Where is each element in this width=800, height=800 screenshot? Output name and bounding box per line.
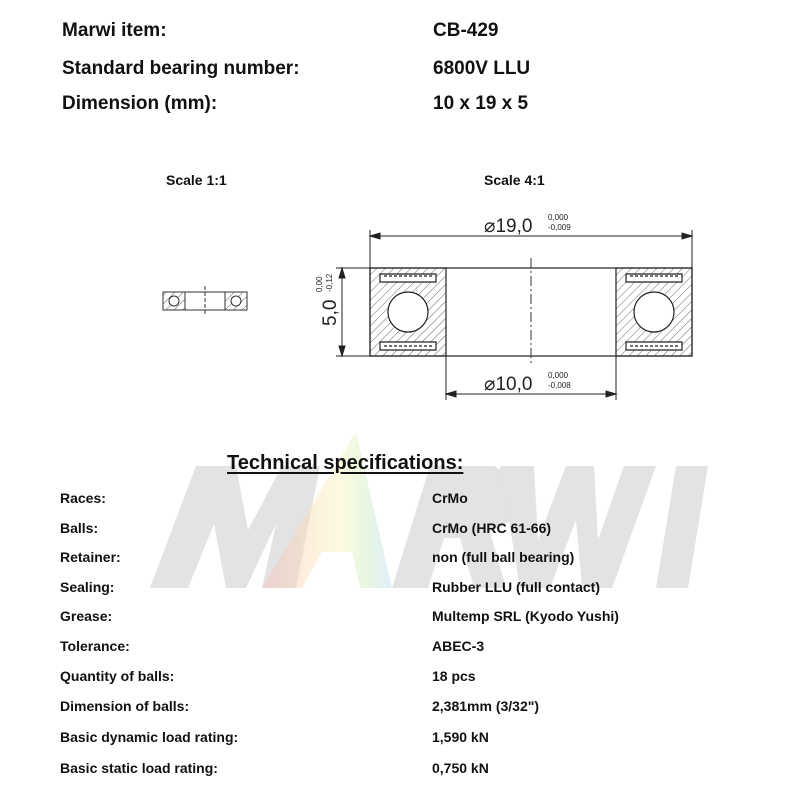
- spec-value-ball-dimension: 2,381mm (3/32"): [432, 698, 540, 714]
- spec-value-sealing: Rubber LLU (full contact): [432, 579, 600, 595]
- spec-label-sealing: Sealing:: [60, 579, 115, 595]
- scale-label-large: Scale 4:1: [484, 172, 545, 188]
- width-tol-lower: -0,12: [325, 273, 334, 292]
- specs-title: Technical specifications:: [227, 452, 464, 474]
- spec-value-grease: Multemp SRL (Kyodo Yushi): [432, 608, 619, 624]
- header-label-item: Marwi item:: [62, 20, 167, 41]
- spec-value-static-load: 0,750 kN: [432, 760, 489, 776]
- spec-value-balls: CrMo (HRC 61-66): [432, 520, 552, 536]
- inner-tol-lower: -0,008: [548, 381, 571, 390]
- scale-label-small: Scale 1:1: [166, 172, 227, 188]
- spec-value-dynamic-load: 1,590 kN: [432, 729, 489, 745]
- spec-label-tolerance: Tolerance:: [60, 638, 130, 654]
- spec-label-quantity: Quantity of balls:: [60, 668, 175, 684]
- spec-value-tolerance: ABEC-3: [432, 638, 485, 654]
- spec-label-ball-dimension: Dimension of balls:: [60, 698, 190, 714]
- spec-value-races: CrMo: [432, 490, 468, 506]
- inner-tol-upper: 0,000: [548, 371, 569, 380]
- bearing-large-section: [370, 258, 692, 366]
- spec-label-races: Races:: [60, 490, 106, 506]
- header-value-dimension: 10 x 19 x 5: [433, 93, 529, 114]
- outer-diameter-value: ⌀19,0: [484, 216, 533, 237]
- header-value-item: CB-429: [433, 20, 499, 41]
- inner-diameter-value: ⌀10,0: [484, 374, 533, 395]
- width-value: 5,0: [320, 299, 341, 326]
- header-value-bearing: 6800V LLU: [433, 58, 531, 79]
- header-label-bearing: Standard bearing number:: [62, 58, 300, 79]
- width-tol-upper: 0,00: [315, 276, 324, 292]
- spec-label-dynamic-load: Basic dynamic load rating:: [60, 729, 239, 745]
- spec-value-quantity: 18 pcs: [432, 668, 476, 684]
- outer-tol-lower: -0,009: [548, 223, 571, 232]
- header-label-dimension: Dimension (mm):: [62, 93, 218, 114]
- spec-label-balls: Balls:: [60, 520, 99, 536]
- bearing-small-section: [163, 286, 247, 316]
- spec-label-grease: Grease:: [60, 608, 113, 624]
- spec-value-retainer: non (full ball bearing): [432, 549, 575, 565]
- outer-tol-upper: 0,000: [548, 213, 569, 222]
- spec-label-static-load: Basic static load rating:: [60, 760, 218, 776]
- spec-label-retainer: Retainer:: [60, 549, 121, 565]
